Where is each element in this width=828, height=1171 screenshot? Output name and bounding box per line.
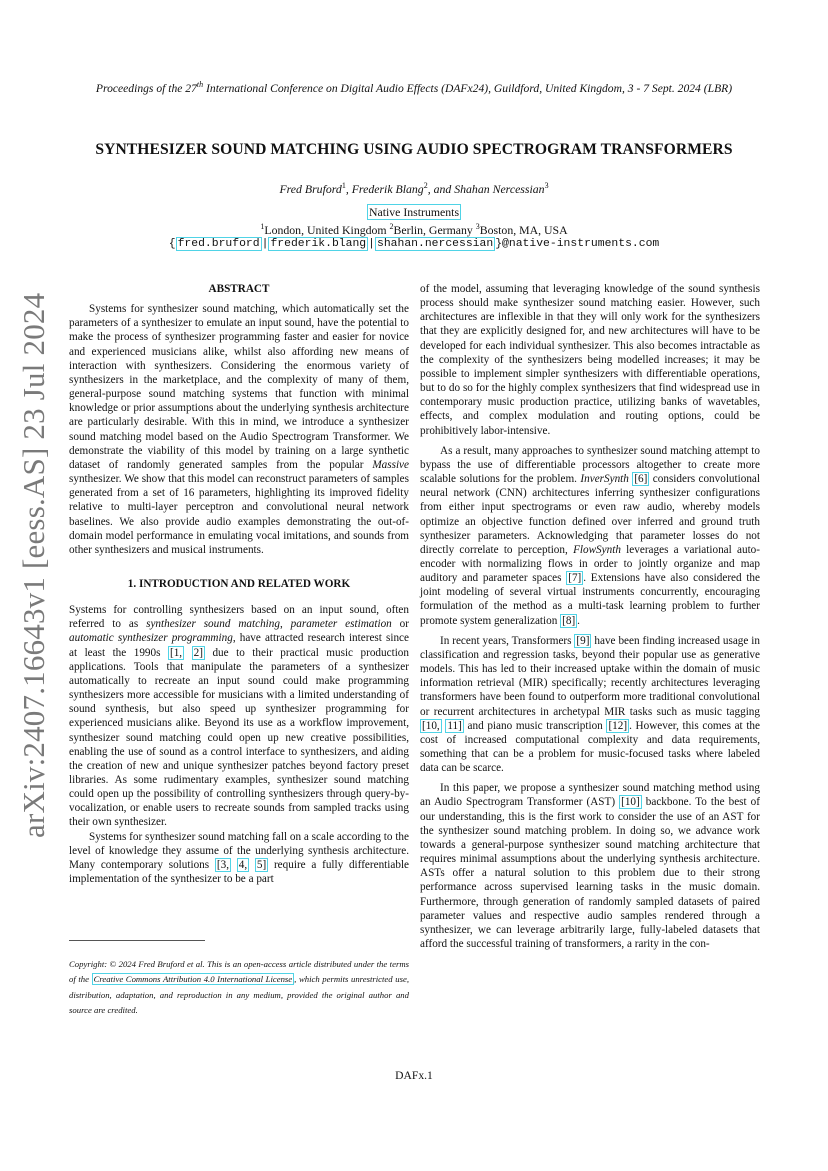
right-p3-b: have been finding increased usage in classification and regression tasks, beyond their popular use as generative models. This has led to their increased uptake within the domain of music information retrieval (MIR) specifically; recently architectures leveraging transformers have been found to outperform more traditional convolutional or recurrent architectures in archetypal MIR tasks such as music tagging — [420, 634, 760, 718]
left-column — [69, 282, 409, 886]
intro-p1-em3: automatic synthesizer programming — [69, 632, 233, 645]
citation-link[interactable]: [3, — [216, 858, 229, 871]
author-3-sup: 3 — [544, 181, 549, 190]
abstract-heading: ABSTRACT — [208, 283, 270, 295]
email-open: { — [168, 238, 176, 251]
right-p2-d: . Extensions have also considered the joint modeling of several virtual instruments concurrently, encouraging formulation of the method as a multi-task learning problem to further promote system generalization — [420, 572, 760, 627]
intro-p2-b: require a fully differentiable implementation of the synthesizer to be a part — [69, 858, 410, 886]
abstract-text-2: synthesizer. We show that this model can reconstruct parameters of samples generated from a set of 16 parameters, highlighting its improved fidelity relative to multi-layer perceptron and convolutional neural network baselines. We also provide audio examples demonstrating the out-of-domain model performance in emulating vocal imitations, and sounds from other synthesizers and musical instruments. — [69, 473, 409, 556]
affil-1-sup: 1 — [260, 221, 265, 231]
right-p3-a: In recent years, Transformers — [440, 634, 575, 647]
author-2-sup: 2 — [423, 181, 428, 190]
email-link-2[interactable]: frederik.blang — [270, 238, 367, 251]
paper-title: SYNTHESIZER SOUND MATCHING USING AUDIO SPECTROGRAM TRANSFORMERS — [95, 141, 733, 158]
citation-link[interactable]: [6] — [634, 473, 648, 486]
email-pipe-2: | — [368, 238, 375, 251]
footnote-b: , which permits unrestricted use, distribution, adaptation, and reproduction in any medium, provided the original author and source are credited. — [69, 974, 409, 1016]
citation-link[interactable]: [7] — [568, 572, 582, 585]
running-header — [0, 80, 828, 95]
author-line — [0, 181, 828, 197]
intro-p1-d: , have attracted research interest since at least the 1990s — [69, 632, 409, 659]
affil-2: Berlin, Germany — [393, 222, 476, 237]
right-p4-a: In this paper, we propose a synthesizer sound matching method using an Audio Spectrogram Transformer (AST) — [420, 782, 760, 809]
author-sep-2: , and — [427, 181, 455, 196]
right-p4-b: backbone. To the best of our understanding, this is the first work to consider the use of an AST for the synthesizer sound matching problem. In doing so, we advance work towards a general-purpose synthesizer sound matching architecture that requires minimal assumptions about the underlying synthesis architecture. ASTs offer a natural solution to this problem due to their strong performance across supervised learning tasks in the music domain. Furthermore, through generation of randomly sampled datasets of paired parameter values and respective audio samples rendered through a synthesizer, we can leverage arbitrarily large, fully-labeled datasets that afford the successful training of transformers, a rarity in the con- — [420, 796, 760, 951]
abstract-text-1: Systems for synthesizer sound matching, which automatically set the parameters of a synthesizer to emulate an input sound, have the potential to make the process of synthesizer programming faster and easier for novice and experienced musicians alike, whilst also affording new means of interaction with synthesizers. Considering the enormous variety of synthesizers in the marketplace, and the complexity of many of them, general-purpose sound matching systems that function with minimal knowledge or prior assumptions about the underlying synthesis architecture are particularly desirable. With this in mind, we introduce a synthesizer sound matching model based on the Audio Spectrogram Transformer. We demonstrate the viability of this model by training on a large synthetic dataset of randomly generated samples from the popular — [69, 303, 409, 471]
intro-p1-b: , — [279, 618, 291, 631]
citation-link[interactable]: 5] — [256, 858, 267, 871]
author-2: Frederik Blang — [351, 181, 424, 196]
intro-p1-e: due to their practical music production applications. Tools that manipulate the parameters of a synthesizer automatically to recreate an input sound could make programming synthesizers more accessible for musicians with a limited understanding of sound synthesis, but also speed up synthesizer programming for experienced musicians alike. Beyond its use as a workflow improvement, synthesizer sound matching could open up new creative possibilities, enabling the use of sound as a control interface to synthesizers, and aiding the creation of new and unique synthesizer patches beyond factory preset libraries. As some rudimentary examples, synthesizer sound matching could open up the possibility of controlling synthesizers through query-by-vocalization, or enable users to recreate sounds from sampled tracks using their own synthesizer. — [69, 646, 409, 829]
right-paragraph-3 — [420, 634, 760, 776]
right-paragraph-1: of the model, assuming that leveraging knowledge of the sound synthesis process should make synthesizer sound matching easier. However, such architectures are inflexible in that they will only work for the synthesizers that they are explicitly designed for, and new architectures will have to be developed for each individual synthesizer. This also becomes intractable as the complexity of the synthesizers being modelled increases; it may be possible to implement simpler synthesizers with differentiable operations, but to do so for the highly complex synthesizers that find widespread use in contemporary music production practice, utilizing banks of wavetables, effects, and complex modulation and routing options, could be prohibitively labor-intensive. — [420, 283, 760, 437]
intro-p1-c: or — [391, 618, 409, 631]
email-link-3[interactable]: shahan.nercessian — [376, 238, 494, 251]
abstract-text — [69, 302, 409, 557]
intro-p1-em1: synthesizer sound matching — [146, 618, 280, 631]
license-link[interactable]: Creative Commons Attribution 4.0 International License — [93, 974, 293, 985]
intro-p1-a: Systems for controlling synthesizers based on an input sound, often referred to as — [69, 604, 409, 631]
citation-link[interactable]: 4, — [238, 858, 248, 871]
citation-link[interactable]: 11] — [447, 719, 462, 732]
right-column — [420, 282, 760, 951]
email-line — [0, 237, 828, 252]
citation-link[interactable]: [10, — [422, 719, 440, 732]
right-p3-d: . However, this comes at the cost of increased computational complexity and data requirements, something that can be a problem for music-focused tasks where labeled data can be scarce. — [420, 719, 760, 775]
citation-link[interactable]: [9] — [576, 634, 590, 647]
abstract-massive: Massive — [372, 458, 409, 471]
author-sep-1: , — [345, 181, 352, 196]
citation-link[interactable]: [8] — [562, 614, 576, 627]
email-domain: }@native-instruments.com — [495, 238, 660, 251]
affil-1: London, United Kingdom — [264, 222, 390, 237]
right-paragraph-4 — [420, 781, 760, 951]
intro-p1-em2: parameter estimation — [290, 618, 392, 631]
author-3: Shahan Nercessian — [454, 181, 545, 196]
affil-3-sup: 3 — [475, 221, 480, 231]
right-p2-b: considers convolutional neural network (CNN) architectures inferring synthesizer configurations from either input spectrograms or even raw audio, whereby models optimize an objective function defined over inferred and ground truth synthesizer parameters. Acknowledging that parameter losses do not directly correlate to perception, — [420, 473, 761, 556]
intro-p2-a: Systems for synthesizer sound matching fall on a scale according to the level of knowledge they assume of the underlying synthesis architecture. Many contemporary solutions — [69, 830, 409, 871]
email-pipe-1: | — [261, 238, 269, 251]
intro-paragraph-1 — [69, 603, 409, 830]
page-number: DAFx.1 — [395, 1069, 433, 1082]
footnote-a: Copyright: © 2024 Fred Bruford et al. This is an open-access article distributed under the terms of the — [69, 959, 409, 985]
header-sup: th — [196, 80, 204, 89]
citation-link[interactable]: [10] — [621, 796, 640, 809]
arxiv-stamp: arXiv:2407.16643v1 [eess.AS] 23 Jul 2024 — [16, 292, 51, 838]
citation-link[interactable]: 2] — [193, 646, 203, 659]
footnote-rule — [69, 940, 205, 941]
header-pre: Proceedings of the 27 — [95, 81, 197, 95]
intro-heading: 1. INTRODUCTION AND RELATED WORK — [127, 577, 351, 590]
right-p2-c: leverages a variational auto-encoder with normalizing flows in order to jointly organize and map auditory and parameter spaces — [420, 543, 760, 585]
author-1: Fred Bruford — [279, 181, 342, 196]
right-p2-a: As a result, many approaches to synthesizer sound matching attempt to bypass the use of differentiable processors altogether to create more scalable solutions for the problem. — [420, 444, 760, 486]
right-paragraph-2 — [420, 444, 760, 628]
affiliation-block — [0, 205, 828, 252]
right-p2-e: . — [577, 614, 580, 627]
right-p2-em1: InverSynth — [580, 473, 629, 486]
email-link-1[interactable]: fred.bruford — [177, 238, 260, 251]
copyright-footnote — [69, 957, 409, 1019]
org-link[interactable]: Native Instruments — [368, 205, 460, 219]
right-p3-c: and piano music transcription — [463, 719, 607, 732]
author-1-sup: 1 — [341, 181, 346, 190]
intro-paragraph-2 — [69, 830, 409, 887]
right-p2-em2: FlowSynth — [573, 543, 621, 556]
affil-2-sup: 2 — [389, 221, 394, 231]
header-post: International Conference on Digital Audio Effects (DAFx24), Guildford, United Kingdom, 3 - 7 Sept. 2024 (LBR) — [203, 81, 733, 95]
affil-3: Boston, MA, USA — [479, 222, 568, 237]
citation-link[interactable]: [12] — [608, 719, 628, 732]
citation-link[interactable]: [1, — [169, 646, 183, 659]
